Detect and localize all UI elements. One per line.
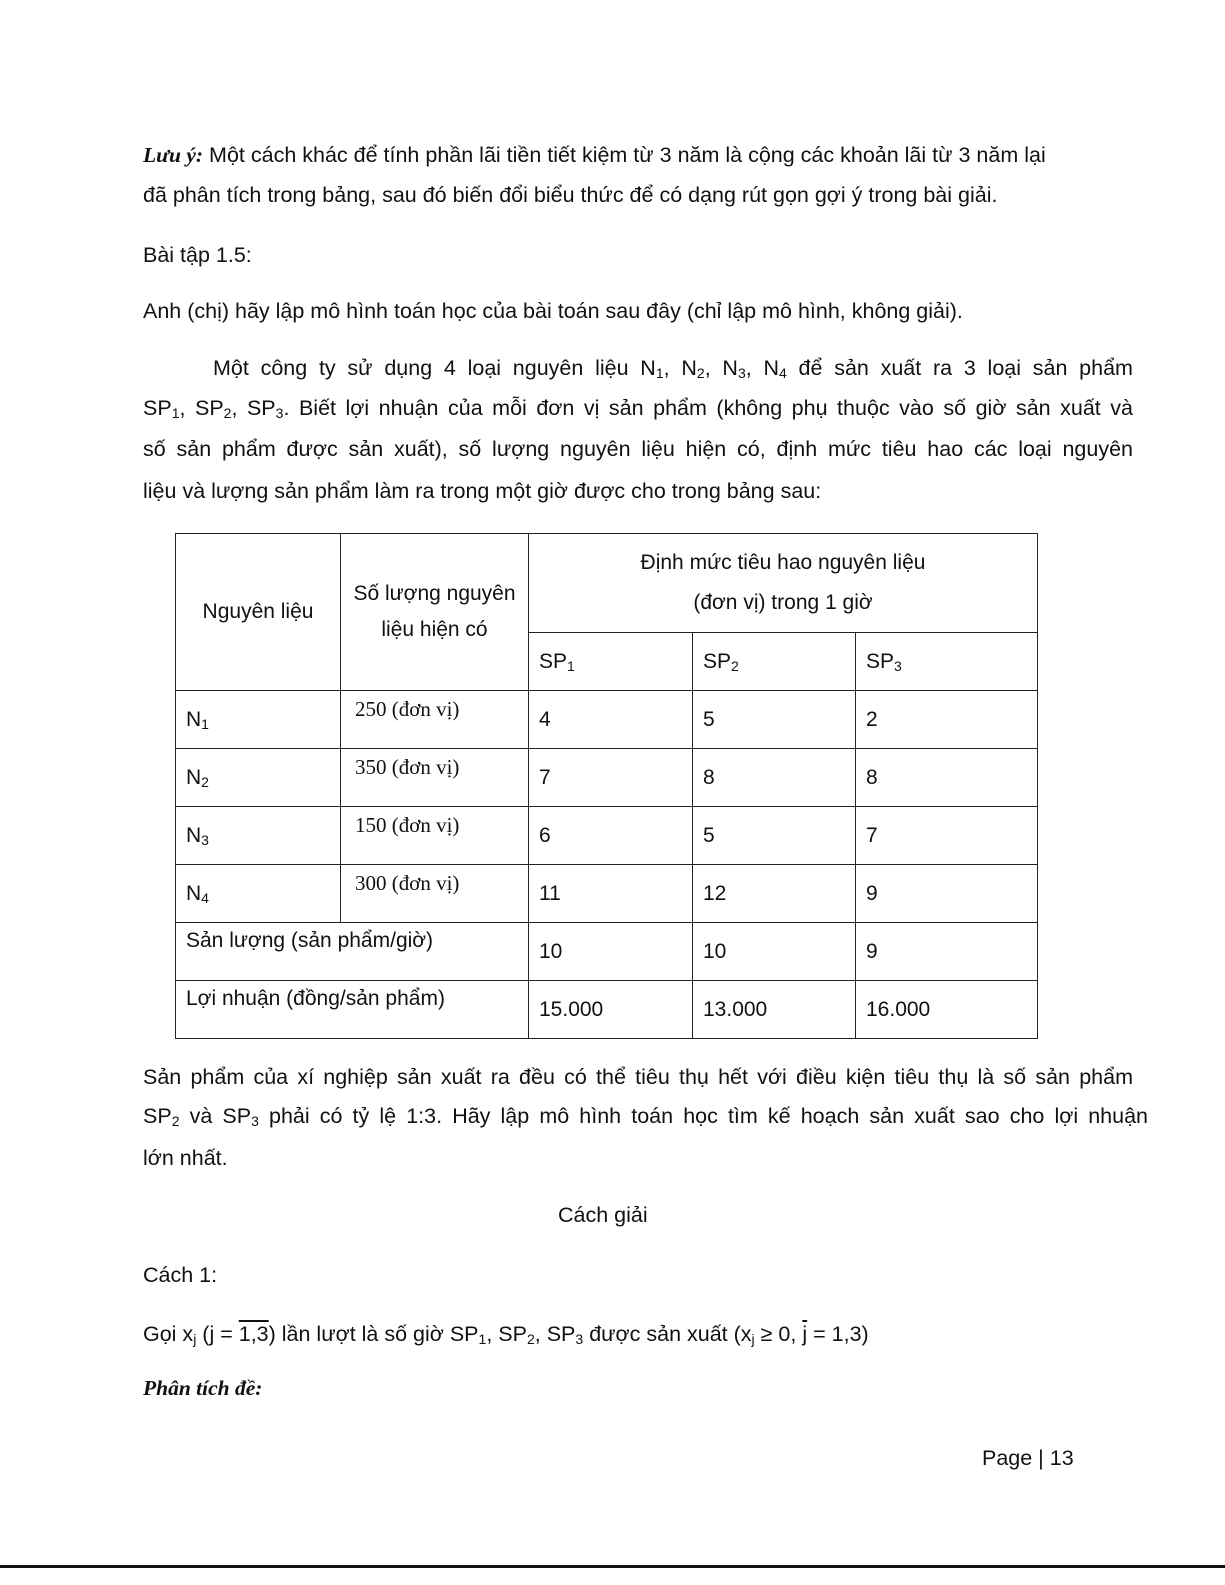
after-line-2: $SP_2$ và $SP_3$ phải có tỷ lệ 1:3. Hãy lập mô hình toán học tìm kế hoạch sản xuất sao cho lợi nhuận: [143, 1104, 1148, 1129]
header-norm: Định mức tiêu hao nguyên liệu (đơn vị) trong 1 giờ: [529, 534, 1038, 633]
solution-heading: Cách giải: [558, 1203, 648, 1227]
page-number: Page | 13: [982, 1446, 1074, 1470]
exercise-title: Bài tập 1.5:: [143, 243, 252, 267]
exercise-instruction: Anh (chị) hãy lập mô hình toán học của bài toán sau đây (chỉ lập mô hình, không giải).: [143, 299, 963, 323]
note-line-1: [143, 141, 1046, 169]
header-sp1: $SP_1$: [529, 633, 693, 691]
header-sp2: $SP_2$: [693, 633, 856, 691]
bottom-rule: [0, 1565, 1225, 1568]
analysis-heading: Phân tích đề:: [143, 1376, 263, 1400]
after-line-1: Sản phẩm của xí nghiệp sản xuất ra đều có thể tiêu thụ hết với điều kiện tiêu thụ là số sản phẩm: [143, 1065, 1133, 1089]
variable-definition: Gọi $x_j$ (j = 1,3) lần lượt là số giờ $SP_1$, $SP_2$, $SP_3$ được sản xuất ($x_j \ge 0$, $\overline{j} = 1,3$): [143, 1322, 869, 1347]
table-row: $N_1$ 250 (đơn vị) 4 5 2: [176, 691, 1038, 749]
note-text-2: đã phân tích trong bảng, sau đó biến đổi biểu thức để có dạng rút gọn gợi ý trong bài giải.: [143, 183, 998, 207]
material-table: [175, 533, 1038, 1039]
problem-line-3: số sản phẩm được sản xuất), số lượng nguyên liệu hiện có, định mức tiêu hao các loại nguyên: [143, 437, 1133, 461]
note-label: Lưu ý:: [143, 143, 204, 167]
after-line-3: lớn nhất.: [143, 1146, 228, 1170]
method-1-label: Cách 1:: [143, 1263, 218, 1287]
header-material: Nguyên liệu: [176, 534, 341, 691]
table-row: $N_2$ 350 (đơn vị) 7 8 8: [176, 749, 1038, 807]
table-row-profit: Lợi nhuận (đồng/sản phẩm) 15.000 13.000 16.000: [176, 981, 1038, 1039]
note-text-1: Một cách khác để tính phần lãi tiền tiết kiệm từ 3 năm là cộng các khoản lãi từ 3 năm lại: [209, 143, 1046, 167]
table-row-output: Sản lượng (sản phẩm/giờ) 10 10 9: [176, 923, 1038, 981]
problem-line-4: liệu và lượng sản phẩm làm ra trong một giờ được cho trong bảng sau:: [143, 479, 822, 503]
problem-line-2: $SP_1$, $SP_2$, $SP_3$. Biết lợi nhuận của mỗi đơn vị sản phẩm (không phụ thuộc vào số giờ sản xuất và: [143, 396, 1133, 421]
table-row: $N_3$ 150 (đơn vị) 6 5 7: [176, 807, 1038, 865]
header-stock: Số lượng nguyên liệu hiện có: [341, 534, 529, 691]
header-sp3: $SP_3$: [856, 633, 1038, 691]
note-line-2: [143, 181, 997, 209]
problem-line-1: Một công ty sử dụng 4 loại nguyên liệu $N_1$, $N_2$, $N_3$, $N_4$ để sản xuất ra 3 loại sản phẩm: [213, 356, 1133, 381]
table-row: $N_4$ 300 (đơn vị) 11 12 9: [176, 865, 1038, 923]
